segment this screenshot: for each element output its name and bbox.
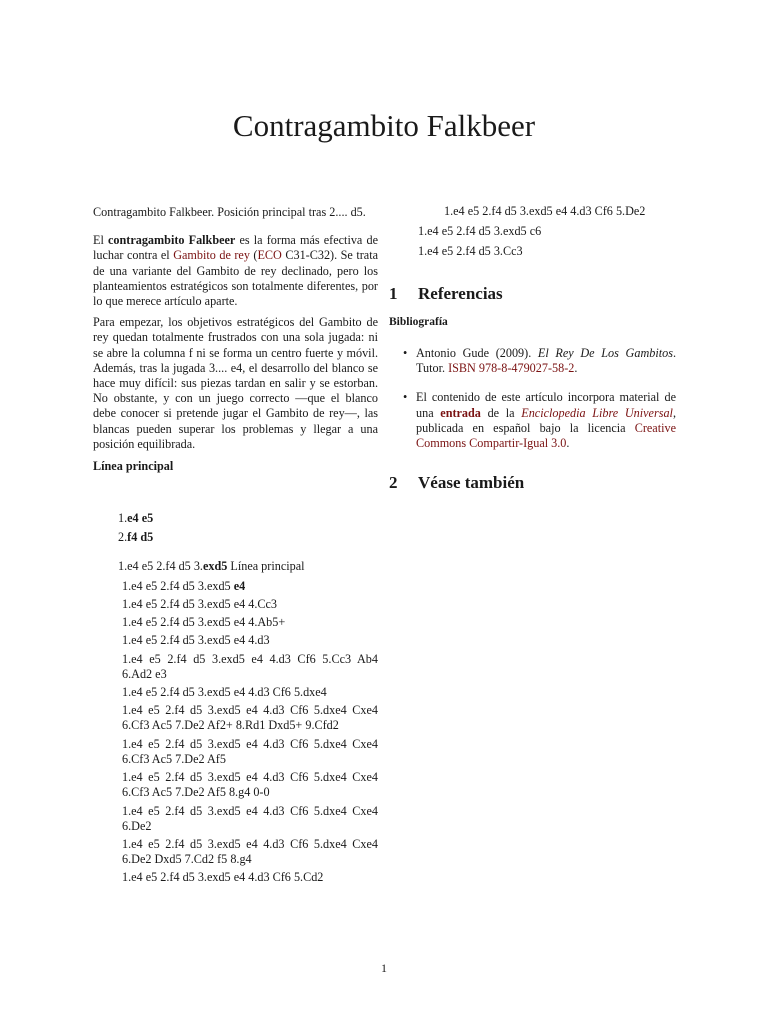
section-number: 1	[389, 283, 398, 303]
variation-item: 1.e4 e5 2.f4 d5 3.exd5 e4 4.d3 Cf6 5.Cd2	[122, 870, 324, 885]
bibliografia-heading: Bibliografía	[389, 315, 448, 328]
linea-principal-heading: Línea principal	[93, 459, 174, 474]
isbn-link[interactable]: ISBN 978-8-479027-58-2	[448, 361, 575, 376]
license-link[interactable]: Creative Commons Compartir-Igual 3.0	[416, 420, 676, 451]
text: C31-C32). Se trata de una variante del Gambito de rey declinado, pero los planteamientos estratégicos son totalmente diferentes, por lo que merece artículo aparte.	[93, 248, 378, 309]
text: .	[574, 361, 578, 376]
section-referencias-heading	[389, 283, 676, 303]
text: Línea principal	[227, 558, 305, 573]
intro-paragraph-1	[93, 233, 378, 309]
variation-item	[122, 579, 378, 594]
text: (	[249, 248, 258, 263]
text: 1.	[118, 511, 128, 526]
move-line	[118, 530, 378, 545]
variation-item: 1.e4 e5 2.f4 d5 3.exd5 e4 4.d3 Cf6 5.dxe4 Cxe4 6.Cf3 Ac5 7.De2 Af5 8.g4 0-0	[122, 770, 378, 800]
references-list	[389, 346, 676, 451]
exd5-line	[118, 559, 378, 574]
move-bold: exd5	[202, 558, 228, 573]
variation-item: 1.e4 e5 2.f4 d5 3.exd5 e4 4.Cc3	[122, 597, 278, 612]
text: de la	[480, 405, 522, 420]
page-number: 1	[381, 961, 387, 975]
variation-item: 1.e4 e5 2.f4 d5 3.exd5 e4 4.d3 Cf6 5.dxe4 Cxe4 6.De2 Dxd5 7.Cd2 f5 8.g4	[122, 836, 378, 867]
enciclopedia-link[interactable]: Enciclopedia Libre Universal	[521, 405, 673, 420]
text: , publicada en español bajo la licencia	[416, 405, 676, 435]
variation-item: 1.e4 e5 2.f4 d5 3.Cc3	[418, 244, 523, 259]
page-title: Contragambito Falkbeer	[232, 108, 536, 143]
entrada-link[interactable]: entrada	[440, 405, 481, 420]
move-bold: e4	[233, 578, 246, 593]
section-title: Véase también	[418, 473, 525, 493]
move-line	[118, 511, 378, 526]
section-number: 2	[389, 473, 398, 493]
eco-link[interactable]: ECO	[257, 248, 282, 263]
variation-list-right	[418, 224, 676, 259]
variation-item: 1.e4 e5 2.f4 d5 3.exd5 e4 4.d3 Cf6 5.dxe4 Cxe4 6.Cf3 Ac5 7.De2 Af5	[122, 736, 378, 766]
text: es la forma más efectiva de luchar contra el	[93, 233, 378, 263]
variation-item: 1.e4 e5 2.f4 d5 3.exd5 e4 4.d3 Cf6 5.dxe4 Cxe4 6.Cf3 Ac5 7.De2 Af2+ 8.Rd1 Dxd5+ 9.Cfd2	[122, 703, 378, 733]
text: 1.e4 e5 2.f4 d5 3.	[118, 558, 203, 573]
text: 2.	[118, 530, 128, 545]
variation-item: 1.e4 e5 2.f4 d5 3.exd5 c6	[418, 224, 542, 239]
variation-list	[122, 579, 378, 886]
text: El	[93, 233, 108, 248]
variation-item: 1.e4 e5 2.f4 d5 3.exd5 e4 4.d3 Cf6 5.De2	[444, 204, 646, 218]
variation-item: 1.e4 e5 2.f4 d5 3.exd5 e4 4.d3 Cf6 5.dxe4 Cxe4 6.De2	[122, 803, 378, 833]
term-bold: contragambito Falkbeer	[107, 233, 236, 248]
figure-caption: Contragambito Falkbeer. Posición principal tras 2.... d5.	[93, 205, 366, 219]
reference-item	[389, 390, 676, 451]
text: .	[566, 436, 570, 451]
reference-item	[389, 346, 676, 376]
text: . Tutor.	[416, 346, 676, 376]
text: Antonio Gude (2009).	[416, 346, 538, 361]
section-title: Referencias	[418, 283, 503, 303]
text: 1.e4 e5 2.f4 d5 3.exd5	[122, 578, 234, 593]
move-bold: f4 d5	[127, 530, 154, 545]
intro-paragraph-2: Para empezar, los objetivos estratégicos del Gambito de rey quedan totalmente frustrados con una sola jugada: ni se abre la columna f ni se forma un centro fuerte y móvil. Además, tras la jugada 3.... e4, el desarrollo del blanco se hace muy difícil: sus piezas tardan en salir y se estorban. No obstante, y con un juego correcto —que el blanco debe conocer si pretende jugar el Gambito de rey—, las blancas pueden superar los problemas y llegar a una posición equilibrada.	[93, 315, 378, 451]
move-bold: e4 e5	[127, 511, 154, 526]
gambito-de-rey-link[interactable]: Gambito de rey	[173, 248, 250, 263]
left-column	[93, 205, 378, 889]
variation-item: 1.e4 e5 2.f4 d5 3.exd5 e4 4.d3	[122, 633, 270, 648]
bullet-icon: •	[403, 346, 408, 361]
text: El contenido de este artículo incorpora material de una	[416, 390, 676, 420]
variation-item: 1.e4 e5 2.f4 d5 3.exd5 e4 4.d3 Cf6 5.Cc3 Ab4 6.Ad2 e3	[122, 651, 378, 681]
variation-item: 1.e4 e5 2.f4 d5 3.exd5 e4 4.d3 Cf6 5.dxe4	[122, 685, 327, 700]
right-column	[389, 204, 676, 493]
book-title: El Rey De Los Gambitos	[537, 346, 673, 361]
variation-item: 1.e4 e5 2.f4 d5 3.exd5 e4 4.Ab5+	[122, 615, 286, 630]
bullet-icon: •	[403, 390, 408, 405]
section-vease-tambien-heading	[389, 473, 676, 493]
main-moves	[118, 511, 378, 545]
variation-continued	[389, 204, 676, 219]
